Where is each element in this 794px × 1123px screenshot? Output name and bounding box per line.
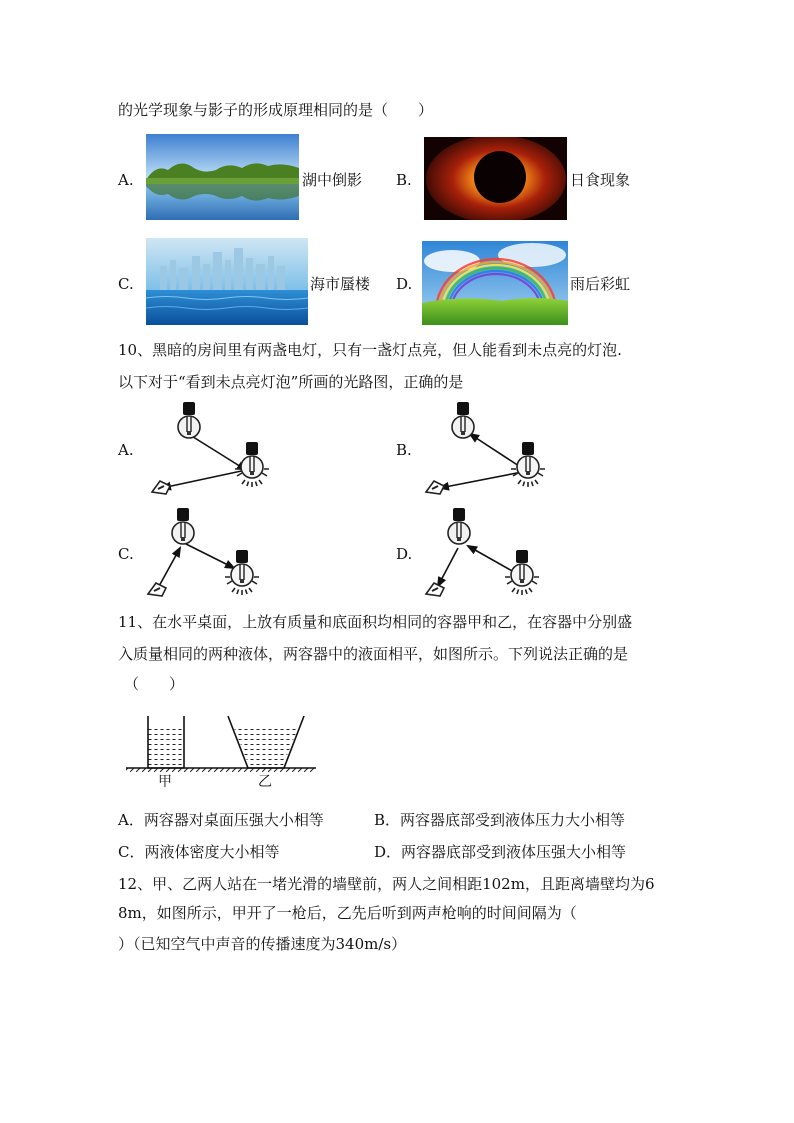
rainbow-image [422, 241, 568, 325]
q10-line1: 10、黑暗的房间里有两盏电灯，只有一盏灯点亮，但人能看到未点亮的灯泡. [118, 341, 622, 359]
q11-line3: （ ） [124, 675, 185, 693]
unlit-bulb-icon [172, 508, 194, 544]
q10-a-ray-to-bulb [190, 435, 246, 470]
q11-option-d[interactable]: D．两容器底部受到液体压强大小相等 [374, 843, 627, 861]
q10-option-d-letter[interactable]: D. [396, 545, 413, 563]
eye-icon [148, 583, 166, 596]
solar-eclipse-image [424, 137, 567, 220]
q9-option-a-letter[interactable]: A. [118, 171, 134, 189]
q11-option-b[interactable]: B．两容器底部受到液体压力大小相等 [374, 811, 626, 829]
q10-option-b-letter[interactable]: B. [396, 441, 412, 459]
container-yi-liquid [234, 728, 298, 768]
q9-option-a-caption: 湖中倒影 [302, 171, 363, 189]
q11-line2: 入质量相同的两种液体，两容器中的液面相平，如图所示。下列说法正确的是 [118, 645, 629, 663]
q9-option-b-letter[interactable]: B. [396, 171, 412, 189]
q11-line1: 11、在水平桌面，上放有质量和底面积均相同的容器甲和乙，在容器中分别盛 [118, 613, 633, 631]
q10-diagram-c [140, 506, 280, 602]
q10-c-ray-to-lit-bulb [186, 544, 234, 568]
unlit-bulb-icon [448, 508, 470, 544]
lit-bulb-icon [505, 550, 539, 595]
lit-bulb-icon [225, 550, 259, 595]
q11-option-a[interactable]: A．两容器对桌面压强大小相等 [118, 811, 324, 829]
q10-d-ray-to-unlit-bulb [468, 546, 514, 572]
eye-icon [426, 481, 444, 494]
eye-icon [152, 481, 170, 494]
q12-line3: ）（已知空气中声音的传播速度为340m/s） [118, 935, 407, 953]
lake-reflection-image [146, 134, 299, 220]
q9-option-b-caption: 日食现象 [570, 171, 631, 189]
q11-option-c[interactable]: C．两液体密度大小相等 [118, 843, 280, 861]
q12-line2: 8m，如图所示，甲开了一枪后，乙先后听到两声枪响的时间间隔为（ [118, 904, 577, 922]
q9-option-c-letter[interactable]: C. [118, 275, 134, 293]
q9-option-c-caption: 海市蜃楼 [310, 275, 371, 293]
eye-icon [426, 583, 444, 596]
q10-b-ray-to-bulb [470, 434, 522, 468]
q10-b-ray-to-eye [440, 472, 522, 488]
label-yi: 乙 [258, 774, 272, 790]
mirage-image [146, 238, 308, 325]
q10-a-ray-to-eye [162, 470, 246, 488]
q10-c-ray-from-eye [158, 548, 180, 588]
q9-option-d-caption: 雨后彩虹 [570, 275, 631, 293]
q9-option-d-letter[interactable]: D. [396, 275, 413, 293]
unlit-bulb-icon [452, 402, 474, 438]
q10-diagram-d [418, 506, 558, 602]
q10-diagram-b [418, 398, 558, 498]
q10-option-c-letter[interactable]: C. [118, 545, 134, 563]
q11-containers-figure [124, 712, 320, 772]
q10-option-a-letter[interactable]: A. [118, 441, 134, 459]
lit-bulb-icon [235, 442, 269, 487]
label-jia: 甲 [158, 774, 172, 790]
q9-stem: 的光学现象与影子的形成原理相同的是（ ） [118, 101, 434, 119]
q12-line1: 12、甲、乙两人站在一堵光滑的墙壁前，两人之间相距102m，且距离墙壁均为6 [118, 875, 655, 893]
q10-diagram-a [140, 398, 280, 498]
q10-line2: 以下对于“看到未点亮灯泡”所画的光路图，正确的是 [118, 373, 464, 391]
unlit-bulb-icon [178, 402, 200, 438]
q10-d-ray-to-eye [438, 548, 458, 586]
container-jia-liquid [148, 726, 184, 768]
